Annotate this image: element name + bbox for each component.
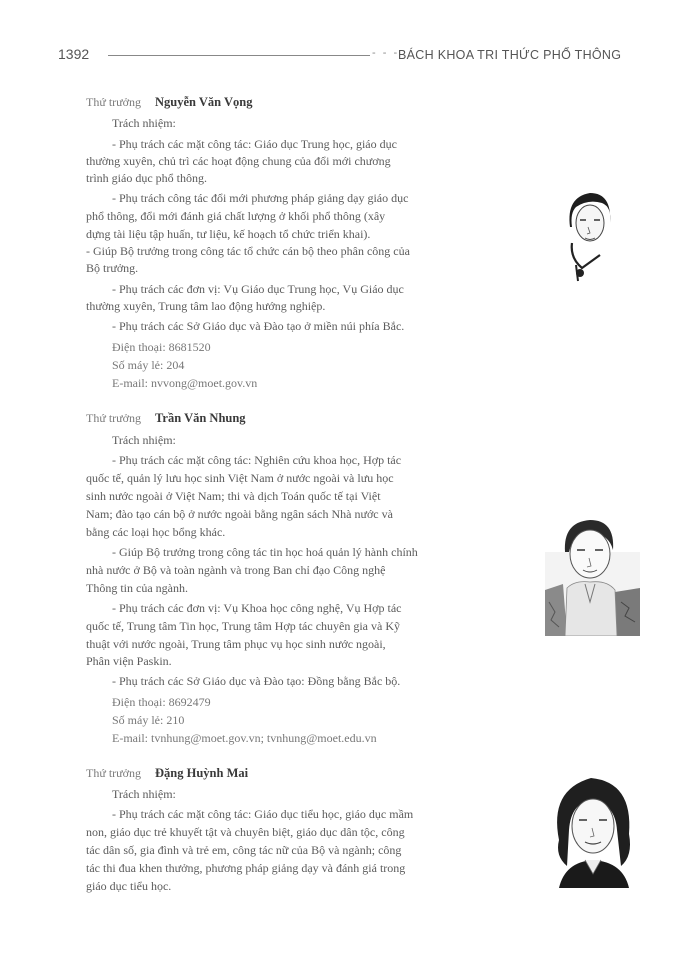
text-line: - Phụ trách các mặt công tác: Nghiên cứu khoa học, Hợp tác <box>112 453 402 467</box>
extension-number: Số máy lẻ: 204 <box>112 358 185 372</box>
extension-number: Số máy lẻ: 210 <box>112 713 185 727</box>
header-rule <box>108 55 370 56</box>
entry-heading <box>86 94 253 110</box>
text-line: - Phụ trách các Sở Giáo dục và Đào tạo: Đồng bằng Bắc bộ. <box>112 674 401 688</box>
text-line: dựng tài liệu tập huấn, tư liệu, kế hoạch tổ chức triển khai). <box>86 227 371 241</box>
text-line: trình giáo dục phổ thông. <box>86 171 207 185</box>
text-line: Thông tin của ngành. <box>86 581 188 595</box>
text-line: Phân viện Paskin. <box>86 654 172 668</box>
text-line: - Phụ trách các đơn vị: Vụ Khoa học công nghệ, Vụ Hợp tác <box>112 601 402 615</box>
book-title: BÁCH KHOA TRI THỨC PHỔ THÔNG <box>398 48 622 62</box>
text-line: thường xuyên, chủ trì các hoạt động chung của đổi mới chương <box>86 154 391 168</box>
duties-label: Trách nhiệm: <box>112 787 176 801</box>
entry-heading <box>86 765 248 781</box>
text-line: nhà nước ở Bộ và toàn ngành và trong Ban chỉ đạo Công nghệ <box>86 563 386 577</box>
text-line: - Phụ trách các Sở Giáo dục và Đào tạo ở miền núi phía Bắc. <box>112 319 405 333</box>
text-line: phổ thông, đổi mới đánh giá chất lượng ở khối phổ thông (xây <box>86 209 386 223</box>
phone-number: Điện thoại: 8692479 <box>112 695 211 709</box>
person-name: Trần Văn Nhung <box>155 411 246 425</box>
text-line: Bộ trưởng. <box>86 261 139 275</box>
role-label: Thứ trưởng <box>86 95 142 109</box>
entry-heading <box>86 410 246 426</box>
header-dashes: - - - <box>372 47 400 59</box>
text-line: - Phụ trách các mặt công tác: Giáo dục Trung học, giáo dục <box>112 137 397 151</box>
email-address: E-mail: tvnhung@moet.gov.vn; tvnhung@moet.edu.vn <box>112 731 377 745</box>
text-line: - Giúp Bộ trưởng trong công tác tin học hoá quản lý hành chính <box>112 545 418 559</box>
text-line: tác thi đua khen thưởng, phương pháp giảng dạy và đánh giá trong <box>86 861 406 875</box>
text-line: - Phụ trách công tác đổi mới phương pháp giảng dạy giáo dục <box>112 191 409 205</box>
text-line: non, giáo dục trẻ khuyết tật và chuyên biệt, giáo dục dân tộc, công <box>86 825 405 839</box>
duties-label: Trách nhiệm: <box>112 433 176 447</box>
duties-label: Trách nhiệm: <box>112 116 176 130</box>
person-name: Nguyễn Văn Vọng <box>155 95 253 109</box>
phone-number: Điện thoại: 8681520 <box>112 340 211 354</box>
portrait-nguyen-van-vong <box>560 183 618 283</box>
text-line: - Phụ trách các mặt công tác: Giáo dục tiểu học, giáo dục mầm <box>112 807 414 821</box>
text-line: - Giúp Bộ trưởng trong công tác tổ chức cán bộ theo phân công của <box>86 244 410 258</box>
page-number: 1392 <box>58 46 90 62</box>
role-label: Thứ trưởng <box>86 766 142 780</box>
text-line: quốc tế, Trung tâm Tin học, Trung tâm Hợp tác chuyên gia và Kỹ <box>86 619 401 633</box>
text-line: sinh nước ngoài ở Việt Nam; thi và dịch Toán quốc tế tại Việt <box>86 489 381 503</box>
text-line: thường xuyên, Trung tâm lao động hướng nghiệp. <box>86 299 326 313</box>
email-address: E-mail: nvvong@moet.gov.vn <box>112 376 258 390</box>
role-label: Thứ trưởng <box>86 411 142 425</box>
text-line: giáo dục tiểu học. <box>86 879 172 893</box>
text-line: - Phụ trách các đơn vị: Vụ Giáo dục Trung học, Vụ Giáo dục <box>112 282 404 296</box>
text-line: bằng các loại học bổng khác. <box>86 525 226 539</box>
person-name: Đặng Huỳnh Mai <box>155 766 249 780</box>
text-line: Nam; đào tạo cán bộ ở nước ngoài bằng ngân sách Nhà nước và <box>86 507 393 521</box>
text-line: quốc tế, quản lý lưu học sinh Việt Nam ở nước ngoài và lưu học <box>86 471 394 485</box>
text-line: thuật với nước ngoài, Trung tâm phục vụ học sinh nước ngoài, <box>86 637 386 651</box>
portrait-tran-van-nhung <box>545 512 640 636</box>
portrait-dang-huynh-mai <box>545 770 641 888</box>
text-line: tác dân số, gia đình và trẻ em, công tác nữ của Bộ và ngành; công <box>86 843 402 857</box>
